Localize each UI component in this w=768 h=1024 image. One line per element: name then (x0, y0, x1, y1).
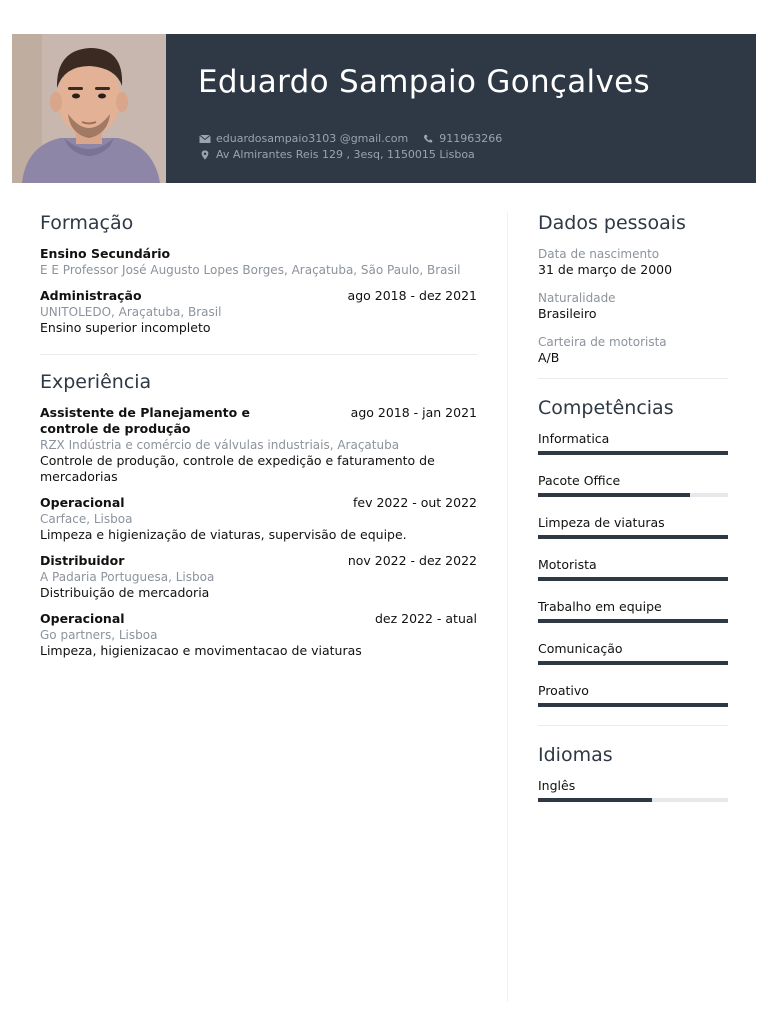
entry-description: Limpeza, higienizacao e movimentacao de viaturas (40, 643, 362, 658)
section-divider (538, 725, 728, 726)
entry-date: dez 2022 - atual (374, 611, 477, 626)
skills-title: Competências (538, 397, 674, 419)
email-text[interactable]: eduardosampaio3103 @gmail.com (216, 132, 409, 145)
experience-entry (40, 553, 477, 601)
entry-company: RZX Indústria e comércio de válvulas industriais, Araçatuba (40, 438, 400, 452)
skills-list (538, 431, 728, 707)
skill-item (538, 683, 728, 707)
skill-item (538, 778, 728, 802)
entry-company: A Padaria Portuguesa, Lisboa (40, 570, 215, 584)
entry-institution: UNITOLEDO, Araçatuba, Brasil (40, 305, 222, 319)
skill-level-bar (538, 451, 728, 455)
entry-title: Ensino Secundário (40, 246, 171, 261)
entry-title: Operacional (40, 611, 125, 626)
license-label: Carteira de motorista (538, 335, 667, 349)
full-name: Eduardo Sampaio Gonçalves (198, 64, 650, 100)
experience-entry (40, 405, 477, 485)
skill-name: Comunicação (538, 641, 623, 656)
license-value: A/B (538, 350, 560, 365)
entry-company: Carface, Lisboa (40, 512, 133, 526)
skill-item (538, 641, 728, 665)
languages-title: Idiomas (538, 744, 613, 766)
entry-title: Operacional (40, 495, 125, 510)
skill-level-bar (538, 703, 728, 707)
skill-item (538, 557, 728, 581)
skill-level-fill (538, 661, 728, 665)
skill-level-bar (538, 619, 728, 623)
right-column (538, 212, 728, 820)
contact-line-1 (199, 132, 502, 145)
birthdate-value: 31 de março de 2000 (538, 262, 673, 277)
skill-item (538, 431, 728, 455)
entry-title: Assistente de Planejamento e controle de produção (40, 405, 250, 436)
entry-title: Distribuidor (40, 553, 125, 568)
birthdate-label: Data de nascimento (538, 247, 660, 261)
entry-date: ago 2018 - jan 2021 (350, 405, 477, 420)
envelope-icon (199, 134, 211, 144)
skill-name: Motorista (538, 557, 597, 572)
experience-entry (40, 495, 477, 543)
skill-level-bar (538, 577, 728, 581)
entry-description: Ensino superior incompleto (40, 320, 211, 335)
skill-name: Trabalho em equipe (538, 599, 662, 614)
entry-description: Distribuição de mercadoria (40, 585, 210, 600)
skill-name: Limpeza de viaturas (538, 515, 665, 530)
skill-item (538, 599, 728, 623)
resume-header (12, 34, 756, 183)
languages-list (538, 778, 728, 802)
experience-entry (40, 611, 477, 659)
skill-item (538, 515, 728, 539)
skill-name: Pacote Office (538, 473, 621, 488)
entry-description: Controle de produção, controle de expedição e faturamento de mercadorias (40, 453, 435, 484)
skill-level-bar (538, 661, 728, 665)
nationality-value: Brasileiro (538, 306, 597, 321)
profile-photo (12, 34, 166, 183)
section-divider (538, 378, 728, 379)
personal-data-title: Dados pessoais (538, 212, 686, 234)
skill-level-bar (538, 493, 728, 497)
education-entry (40, 288, 477, 336)
skill-name: Informatica (538, 431, 610, 446)
experience-title: Experiência (40, 371, 152, 393)
skill-name: Proativo (538, 683, 589, 698)
skill-level-fill (538, 535, 728, 539)
entry-company: Go partners, Lisboa (40, 628, 158, 642)
entry-date: ago 2018 - dez 2021 (347, 288, 477, 303)
skill-name: Inglês (538, 778, 576, 793)
skill-level-fill (538, 619, 728, 623)
phone-text[interactable]: 911963266 (439, 132, 503, 145)
skill-item (538, 473, 728, 497)
education-title: Formação (40, 212, 134, 234)
entry-institution: E E Professor José Augusto Lopes Borges, Araçatuba, São Paulo, Brasil (40, 263, 461, 277)
nationality-label: Naturalidade (538, 291, 616, 305)
entry-date: fev 2022 - out 2022 (353, 495, 477, 510)
section-divider (40, 354, 477, 355)
entry-title: Administração (40, 288, 142, 303)
entry-description: Limpeza e higienização de viaturas, supervisão de equipe. (40, 527, 407, 542)
skill-level-bar (538, 798, 728, 802)
skill-level-fill (538, 577, 728, 581)
contact-line-2 (199, 148, 475, 161)
column-divider (507, 212, 508, 1002)
skill-level-fill (538, 493, 690, 497)
address-text: Av Almirantes Reis 129 , 3esq, 1150015 Lisboa (216, 148, 475, 161)
entry-date: nov 2022 - dez 2022 (347, 553, 477, 568)
skill-level-bar (538, 535, 728, 539)
left-column (40, 212, 477, 669)
skill-level-fill (538, 798, 652, 802)
skill-level-fill (538, 451, 728, 455)
skill-level-fill (538, 703, 728, 707)
education-entry (40, 246, 477, 278)
phone-icon (422, 134, 434, 144)
map-pin-icon (199, 150, 211, 160)
